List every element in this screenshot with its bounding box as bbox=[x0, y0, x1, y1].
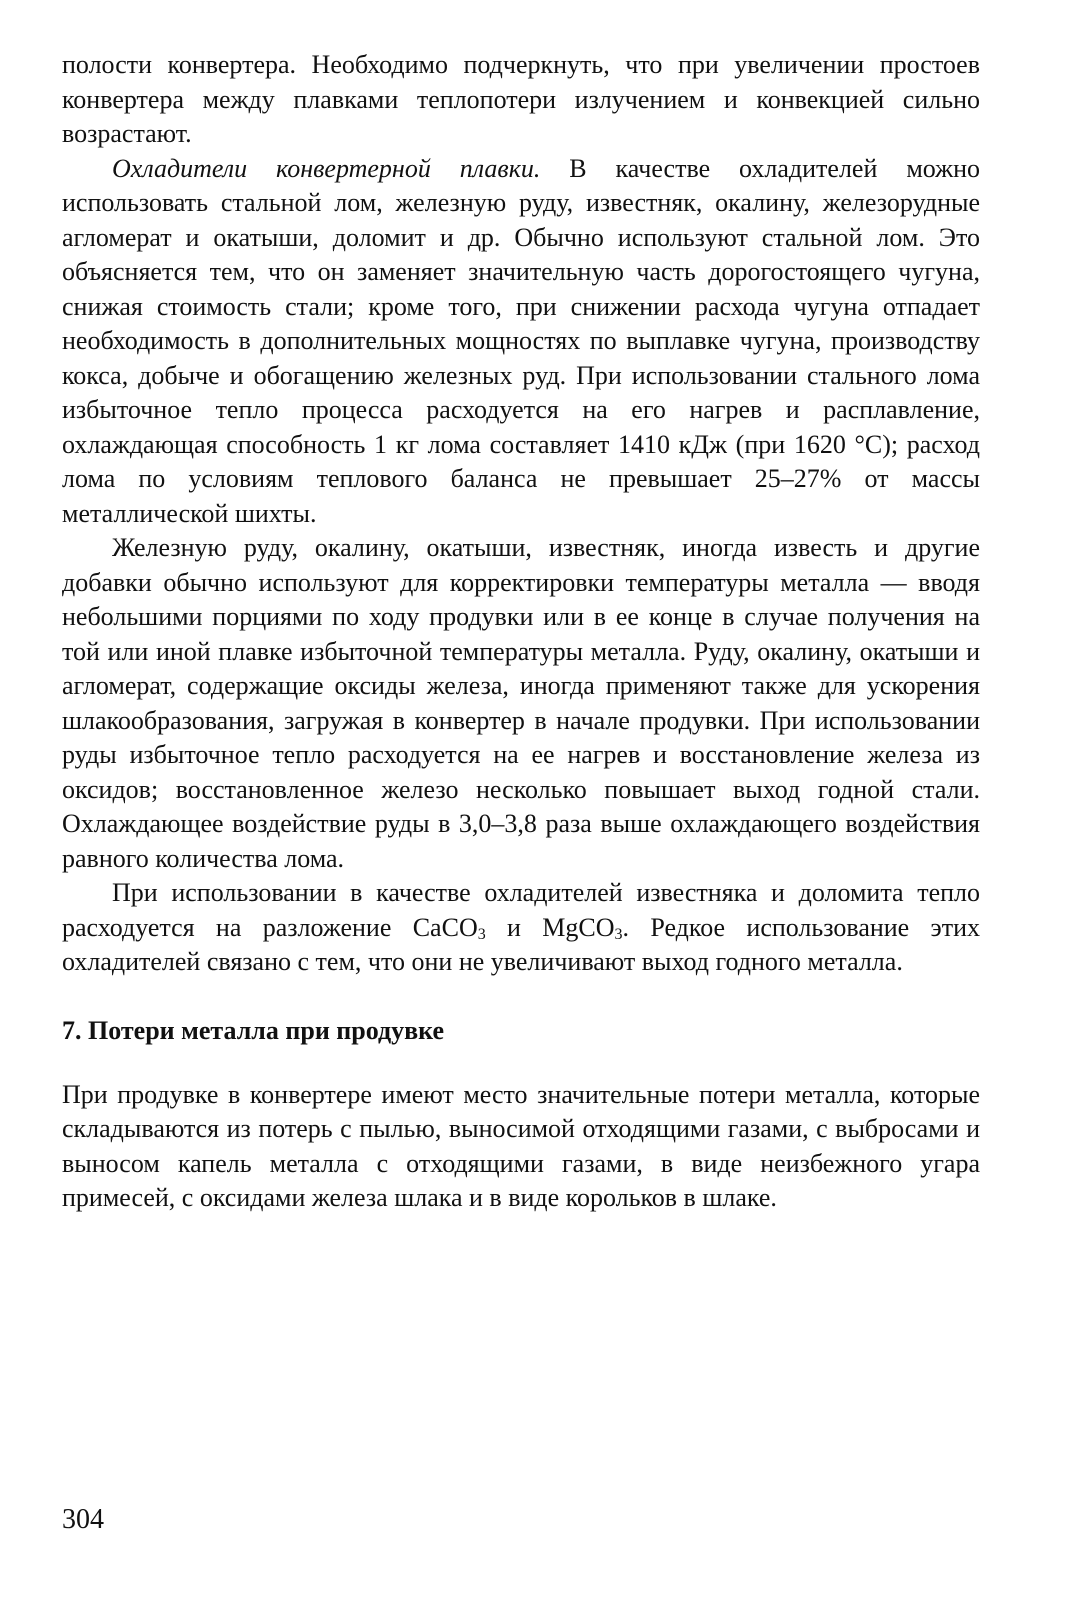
page-body bbox=[62, 48, 980, 1216]
paragraph-1: полости конвертера. Необходимо подчеркнуть, что при увеличении простоев конвертера между плавками теплопотери излучением и конвекцией сильно возрастают. bbox=[62, 50, 980, 148]
page-number: 304 bbox=[62, 1504, 104, 1535]
paragraph-coolants-heading: Охладители конвертерной плавки. bbox=[112, 153, 541, 183]
section-heading: 7. Потери металла при продувке bbox=[62, 1015, 445, 1045]
paragraph-coolants-text: В качестве охладителей можно использовать стальной лом, железную руду, известняк, окалину, железорудные агломерат и окатыши, доломит и др. Обычно используют стальной лом. Это объясняется тем, что он заменяет значительную часть дорогостоящего чугуна, снижая стоимость стали; кроме того, при снижении расхода чугуна отпадает необходимость в дополнительных мощностях по выплавке чугуна, производству кокса, добыче и обогащению железных руд. При использовании стального лома избыточное тепло процесса расходуется на его нагрев и расплавление, охлаждающая способность 1 кг лома составляет 1410 кДж (при 1620 °С); расход лома по условиям теплового баланса не превышает 25–27% от массы металлической шихты. bbox=[62, 153, 981, 528]
paragraph-limestone bbox=[62, 876, 980, 980]
paragraph-coolants bbox=[62, 152, 980, 532]
section-paragraph: При продувке в конвертере имеют место значительные потери металла, которые складываются из потерь с пылью, выносимой отходящими газами, с выбросами и выносом капель металла с отходящими газами, в виде неизбежного угара примесей, с оксидами железа шлака и в виде корольков в шлаке. bbox=[62, 1079, 980, 1212]
paragraph-limestone-part-a: При использовании в качестве охладителей известняка и доломита тепло расходуется на разложение CaCO bbox=[62, 878, 980, 942]
subscript-caco3: 3 bbox=[477, 925, 486, 943]
paragraph-limestone-part-c: . Редкое использование этих охладителей связано с тем, что они не увеличивают выход годного металла. bbox=[62, 912, 980, 976]
paragraph-limestone-part-b: и MgCO bbox=[485, 912, 615, 942]
subscript-mgco3: 3 bbox=[614, 925, 623, 943]
paragraph-ore: Железную руду, окалину, окатыши, известняк, иногда известь и другие добавки обычно используют для корректировки температуры металла — вводя небольшими порциями по ходу продувки или в ее конце в случае получения на той или иной плавке избыточной температуры металла. Руду, окалину, окатыши и агломерат, содержащие оксиды железа, иногда применяют также для ускорения шлакообразования, загружая в конвертер в начале продувки. При использовании руды избыточное тепло расходуется на ее нагрев и восстановление железа из оксидов; восстановленное железо несколько повышает выход годной стали. Охлаждающее воздействие руды в 3,0–3,8 раза выше охлаждающего воздействия равного количества лома. bbox=[62, 533, 980, 873]
